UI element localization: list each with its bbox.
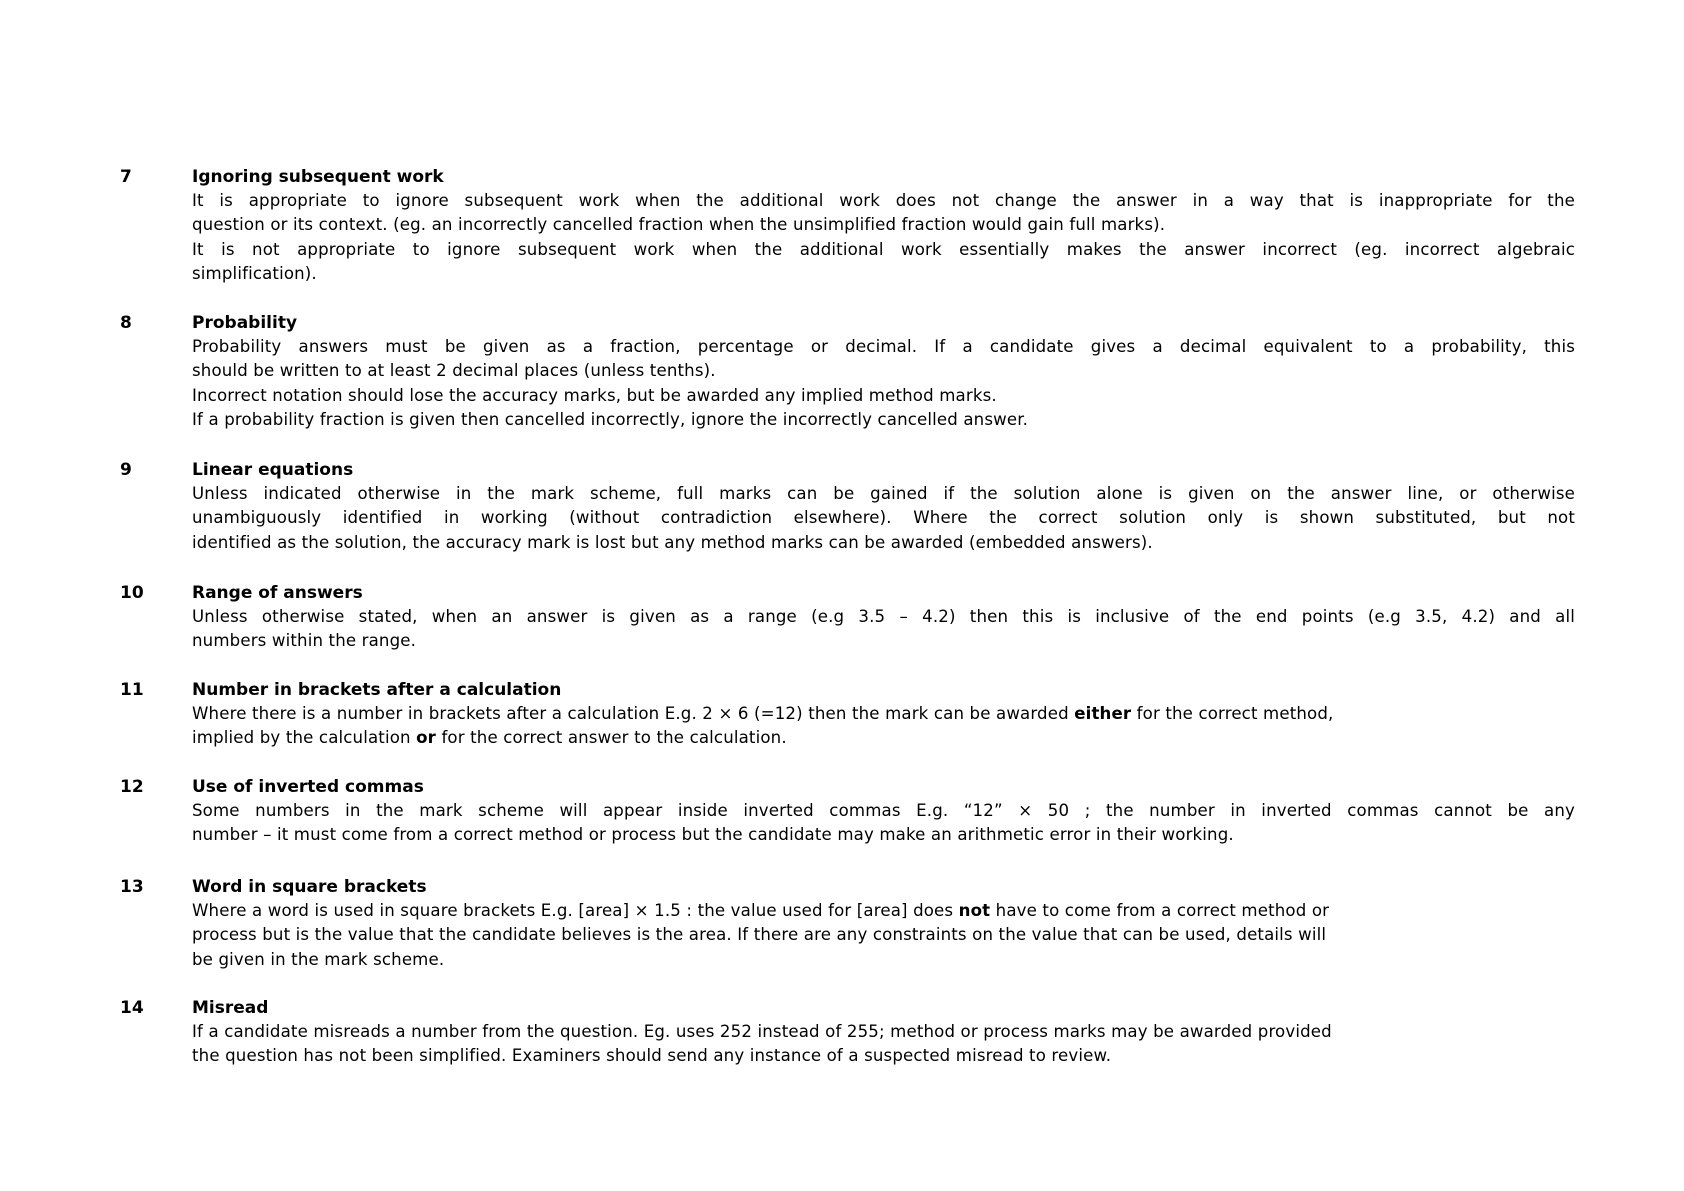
emphasis-text: either — [1074, 704, 1132, 723]
section-body — [192, 775, 1575, 848]
text-segment: It is appropriate to ignore subsequent work when the additional work does not change the answer in a way that is inappropriate for the — [192, 191, 1575, 210]
section-body — [192, 996, 1575, 1069]
section-number: 13 — [120, 877, 144, 897]
text-line — [192, 923, 1575, 947]
section-number: 7 — [120, 167, 132, 187]
text-line — [192, 531, 1575, 555]
text-segment: be given in the mark scheme. — [192, 949, 445, 969]
text-segment: It is not appropriate to ignore subsequent work when the additional work essentially makes the answer incorrect (eg. incorrect algebraic — [192, 239, 1575, 259]
section-number: 11 — [120, 680, 144, 700]
text-segment: Unless otherwise stated, when an answer is given as a range (e.g 3.5 – 4.2) then this is inclusive of the end points (e.g 3.5, 4.2) and all — [192, 607, 1575, 626]
text-segment: simplification). — [192, 264, 317, 284]
text-line — [192, 506, 1575, 530]
text-segment: the question has not been simplified. Examiners should send any instance of a suspected misread to review. — [192, 1046, 1112, 1066]
text-segment: Where there is a number in brackets after a calculation E.g. 2 × 6 (=12) then the mark can be awarded — [192, 704, 1075, 723]
text-segment: question or its context. (eg. an incorrectly cancelled fraction when the unsimplified fraction would gain full marks). — [192, 215, 1166, 235]
text-line — [192, 629, 1575, 653]
section-number: 14 — [120, 998, 144, 1018]
text-segment: Probability answers must be given as a fraction, percentage or decimal. If a candidate gives a decimal equivalent to a probability, this — [192, 337, 1575, 356]
section-body — [192, 581, 1575, 654]
text-line — [192, 605, 1575, 629]
text-line — [192, 702, 1575, 726]
section-body — [192, 165, 1575, 287]
section-number: 8 — [120, 313, 132, 333]
text-line — [192, 335, 1575, 359]
section-body — [192, 311, 1575, 433]
text-segment: Some numbers in the mark scheme will appear inside inverted commas E.g. “12” × 50 ; the number in inverted commas cannot be any — [192, 801, 1575, 820]
text-segment: numbers within the range. — [192, 631, 417, 651]
text-line — [192, 948, 1575, 972]
text-segment: Incorrect notation should lose the accuracy marks, but be awarded any implied method marks. — [192, 385, 997, 405]
text-line — [192, 1020, 1575, 1044]
section-heading: Misread — [192, 998, 269, 1018]
text-segment: for the correct method, — [1131, 704, 1334, 723]
section-heading: Ignoring subsequent work — [192, 167, 444, 187]
text-segment: for the correct answer to the calculation. — [436, 728, 787, 748]
section-body — [192, 875, 1575, 972]
text-segment: should be written to at least 2 decimal places (unless tenths). — [192, 361, 716, 381]
text-line — [192, 384, 1575, 408]
section-body — [192, 458, 1575, 555]
section-number: 9 — [120, 460, 132, 480]
text-line — [192, 823, 1575, 847]
emphasis-text: or — [416, 728, 437, 748]
section-number: 12 — [120, 777, 144, 797]
section-heading: Word in square brackets — [192, 877, 427, 897]
section-heading: Number in brackets after a calculation — [192, 680, 562, 700]
text-line — [192, 189, 1575, 213]
text-line — [192, 1044, 1575, 1068]
section-heading: Linear equations — [192, 460, 354, 480]
section-heading: Range of answers — [192, 583, 363, 603]
text-line — [192, 359, 1575, 383]
text-line — [192, 262, 1575, 286]
text-segment: If a probability fraction is given then cancelled incorrectly, ignore the incorrectly cancelled answer. — [192, 410, 1029, 430]
emphasis-text: not — [958, 901, 991, 920]
text-segment: unambiguously identified in working (without contradiction elsewhere). Where the correct solution only is shown substituted, but not — [192, 508, 1575, 528]
text-segment: Unless indicated otherwise in the mark scheme, full marks can be gained if the solution alone is given on the answer line, or otherwise — [192, 484, 1575, 503]
text-segment: process but is the value that the candidate believes is the area. If there are any constraints on the value that can be used, details will — [192, 925, 1327, 945]
section-body — [192, 678, 1575, 751]
text-segment: number – it must come from a correct method or process but the candidate may make an arithmetic error in their working. — [192, 825, 1234, 845]
text-segment: identified as the solution, the accuracy mark is lost but any method marks can be awarded (embedded answers). — [192, 532, 1153, 552]
section-heading: Use of inverted commas — [192, 777, 424, 797]
text-segment: implied by the calculation — [192, 728, 417, 748]
text-line — [192, 213, 1575, 237]
text-line — [192, 799, 1575, 823]
section-heading: Probability — [192, 313, 298, 333]
text-line — [192, 726, 1575, 750]
text-segment: Where a word is used in square brackets E.g. [area] × 1.5 : the value used for [area] does — [192, 901, 959, 920]
text-line — [192, 408, 1575, 432]
text-segment: have to come from a correct method or — [990, 901, 1330, 920]
text-line — [192, 238, 1575, 262]
text-line — [192, 482, 1575, 506]
text-line — [192, 899, 1575, 923]
text-segment: If a candidate misreads a number from the question. Eg. uses 252 instead of 255; method or process marks may be awarded provided — [192, 1022, 1332, 1041]
section-number: 10 — [120, 583, 144, 603]
